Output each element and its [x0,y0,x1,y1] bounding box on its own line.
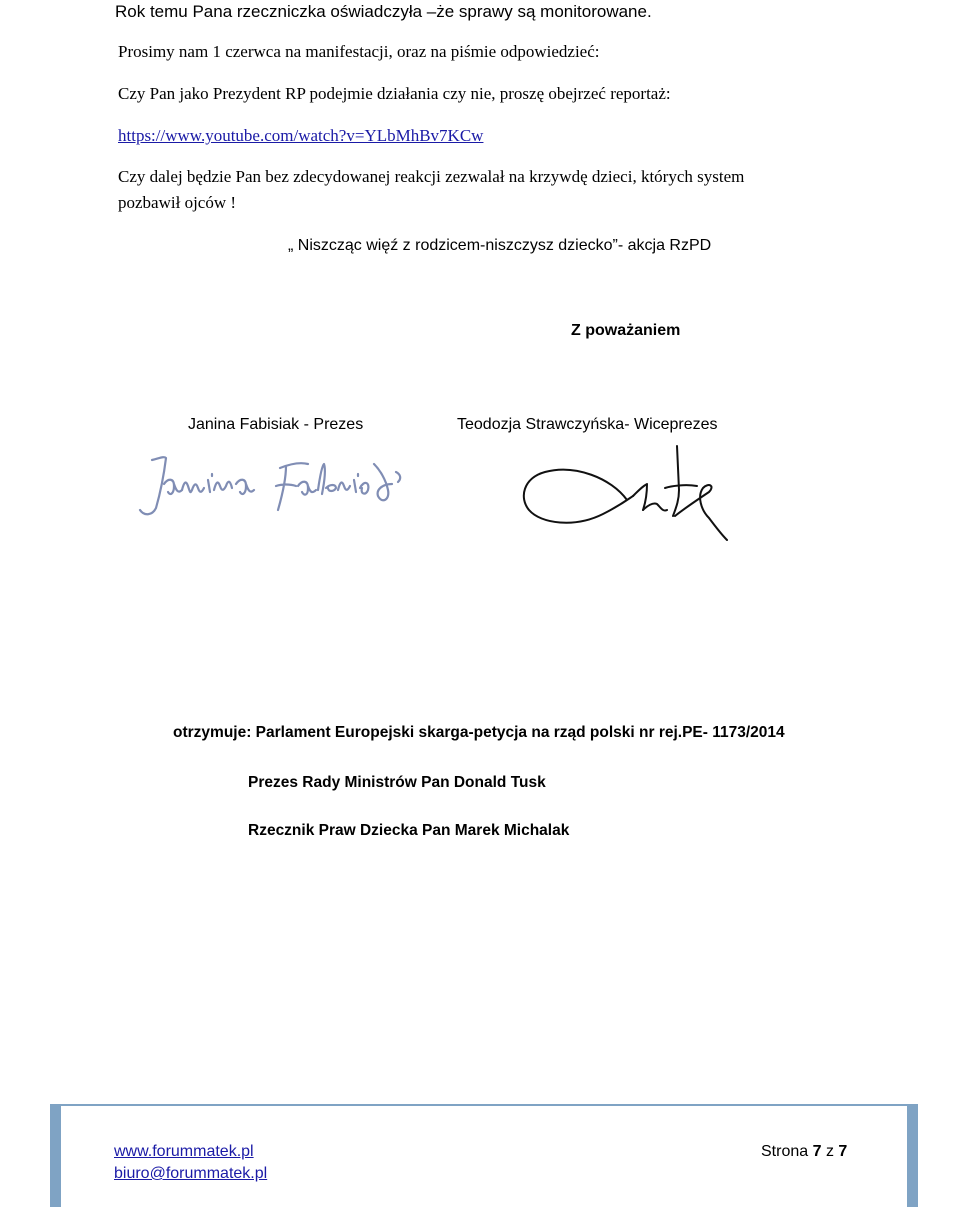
signature-1-image [130,450,420,525]
recipient-prime-minister: Prezes Rady Ministrów Pan Donald Tusk [248,774,546,791]
signer-1-name: Janina Fabisiak - Prezes [188,416,364,433]
footer-page-number [761,1143,847,1161]
footer-right-bar [907,1104,918,1207]
page-sep: z [821,1143,839,1160]
footer-email-link[interactable]: biuro@forummatek.pl [114,1165,268,1182]
footer-website-link[interactable]: www.forummatek.pl [114,1143,254,1160]
page-prefix: Strona [761,1143,813,1160]
regards-closing: Z poważaniem [571,322,681,339]
page-total: 7 [838,1143,848,1160]
paragraph-line-3: Czy Pan jako Prezydent RP podejmie działania czy nie, proszę obejrzeć reportaż: [118,84,671,103]
paragraph-line-4a: Czy dalej będzie Pan bez zdecydowanej reakcji zezwalał na krzywdę dzieci, których system [118,167,745,186]
recipient-children-ombudsman: Rzecznik Praw Dziecka Pan Marek Michalak [248,822,570,839]
paragraph-line-2: Prosimy nam 1 czerwca na manifestacji, oraz na piśmie odpowiedzieć: [118,42,600,61]
signer-2-name: Teodozja Strawczyńska- Wiceprezes [457,416,718,433]
footer-top-rule [61,1104,909,1106]
paragraph-line-4b: pozbawił ojców ! [118,193,237,212]
paragraph-line-1: Rok temu Pana rzeczniczka oświadczyła –że sprawy są monitorowane. [115,2,652,21]
recipients-line: otrzymuje: Parlament Europejski skarga-petycja na rząd polski nr rej.PE- 1173/2014 [173,724,785,741]
page-current: 7 [812,1143,822,1160]
campaign-slogan: „ Niszcząc więź z rodzicem-niszczysz dziecko”- akcja RzPD [288,237,712,254]
signature-2-image [515,438,735,546]
youtube-link[interactable]: https://www.youtube.com/watch?v=YLbMhBv7KCw [118,126,484,145]
footer-left-bar [50,1104,61,1207]
